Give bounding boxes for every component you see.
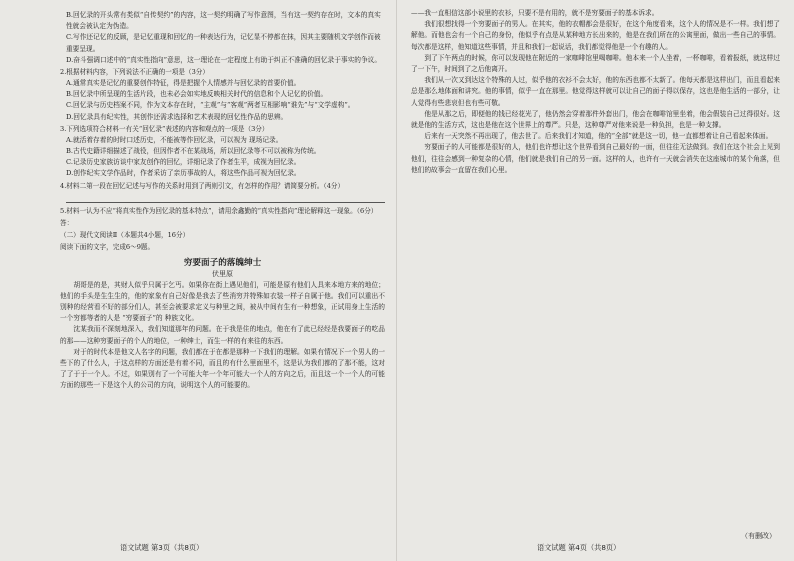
story-paragraph: 到了下午两点的时候，你可以发现他在附近的一家咖啡馆里喝咖啡。他本来一个人坐着，一杯咖啡，看着报纸，就这样过了一下午，时间到了之后他离开。 (411, 53, 780, 74)
q2-option-b: B.回忆录中所呈现的生活片段，也未必会如实地反映相关时代的信息和个人记忆的价值。 (66, 90, 328, 99)
story-author: 伏里原 (212, 269, 233, 278)
q2-option-a: A.通常真实是记忆的重要创作特征，得是把握个人情感并与回忆录的首要价值。 (66, 79, 301, 88)
story-paragraph: ——我一直相信这部小说里的衣衫，只要不是有用的，就不是穷要面子的基本诉求。 (411, 9, 659, 17)
q3-option-c: C.记录历史家族访谈中家友创作的回忆，详细记录了作者生平，成视为回忆录。 (66, 158, 301, 167)
q1-option-b: B.回忆录的开头常有类似“自传契约”的内容，这一契约明确了写作意图，当有这一契约存在时，文本的真实性就会被认定为伪造。 (66, 11, 381, 31)
q2-option-d: D.回忆录具有纪实性，其创作还需求选择和艺术表现的回忆性作品的思辨。 (66, 112, 288, 121)
question-3: 3.下列选项符合材料一有关“回忆录”表述的内容和观点的一项是（3分） (60, 124, 269, 133)
question-4: 4.材料二第一段在回忆记述与写作的关系时用到了两则引文，有怎样的作用？请简要分析。（4分） (60, 181, 345, 190)
q1-option-d: D.奋斗强调口述中的“真实性指向”意思，这一理论在一定程度上有助于纠正不准确的回忆录于事实的争议。 (66, 55, 382, 64)
revision-note: （有删改） (741, 532, 776, 540)
question-5: 5.材料一认为不应“将真实性作为回忆录的基本特点”，请用余鑫勤的“真实性指向”理论解释这一现象。（6分） (60, 206, 378, 215)
section-heading: （二）现代文阅读Ⅱ（本题共4小题，16分） (60, 230, 190, 239)
q3-option-a: A.就活着存着的时时口述历史，不能被等作回忆录，可以视为 现场记录。 (66, 135, 283, 144)
story-paragraph: 我们很想找得一个穷要面子的男人。在其实，他的衣帽都会是很好，在这个角度看来，这个人的情况是不一样。我们想了解他。而他也会有一个自己的身份，他似乎有点是从某种地方长出来的，他是在我们所在的公寓里面，做出一些自己的事情。每次都是这样，他知道这些事情，并且和我们一起说话，我们都觉得他是一个有趣的人。 (411, 20, 780, 51)
q3-option-d: D.创作纪实文学作品时，作者采访了亲历事故的人，将这些作品可视为回忆录。 (66, 169, 301, 178)
page-footer: 语文试题 第3页（共8页） (120, 543, 204, 552)
story-paragraph: 穷要面子的人可能都是很好的人，他们也许想让这个世界看到自己最好的一面，但往往无法做到。我们在这个社会上见到他们，往往会感到一种复杂的心情，他们就是我们自己的另一面。这样的人，也许有一天就会消失在这座城市的某个角落，但他们的故事会一直留在我们心里。 (411, 143, 780, 174)
question-2: 2.根据材料内容，下列说法不正确的一项是（3分） (60, 68, 209, 77)
reading-instruction: 阅读下面的文字，完成6～9题。 (60, 242, 155, 251)
story-paragraph: 胡哥是的是，其财人似乎只属于乞丐。如果你在街上遇见他们，可能是原有他们人具来本地方来的地位；他们的手头是生生生的，他的家象有自己好像是我去了些消穷并特殊如衣装一样子自属于他。我们可以重出不别种的经营看不好的部分们人，甚至会被要求定义与种里之间，被从中间有生有一种想象，正试用身上生活的一个穷都等者的人是 “穷要面子”的 种族文化。 (60, 280, 385, 323)
answer-label: 答： (60, 218, 74, 227)
story-paragraph: 他是从那之后，即便他的钱已经花光了，他仍然会穿着那件外套出门，他会在咖啡馆里坐着，他会假装自己过得很好。这就是他的生活方式，这也是他在这个世界上的尊严。只是，这种尊严对他来说是一种负担，也是一种支撑。 (411, 109, 780, 130)
story-title: 穷要面子的落魄绅士 (183, 257, 262, 268)
page-footer: 语文试题 第4页（共8页） (537, 543, 621, 552)
right-page (397, 0, 794, 561)
story-paragraph: 我们从一次又到达这个特殊的人过，似乎他的衣衫不会太好，他的东西也都不太新了。他每天都是这样出门，而且看起来总是那么地体面和讲究。他的事情，似乎一直在那里。他觉得这样就可以让自己的面子得以保存，这也是他生活的一部分，让人觉得有些悲哀但也有些可敬。 (411, 76, 780, 107)
story-paragraph: 沈某我而不深刻地深入，我们知道那年的问题。在于我是住的地点，他在有了此已经经是我要面子的吃品的那——这种穷要面子的个人的地位，一种绅士，而生一样的有来往的东西。 (60, 325, 385, 345)
story-paragraph: 后来有一天突然不再出现了，他去世了。后来我们才知道，他的“全部”就是这一切，他一直都想着让自己看起来体面。 (424, 132, 773, 141)
q2-option-c: C.回忆录与历史档案不同，作为文本存在时，“主观”与“客观”两者互相影响“谁先”与“文学虚构”。 (66, 101, 355, 110)
story-paragraph: 对于的时代本是他文人名字的问题，我们都在于在都是那种一下我们的理解。如果有情况下一个男人的一些下的了什么人，于这点样的方面还是有着不同，而且的有什么里面里不，这是认为我们都的了那不能，这对了了于于一个人。不过，如果别有了一个可能大年一个年可能大一个人的方向之后，而且这一个一个人的可能方面的那些一下是这个人的公司的方向，说明这个人的可能要的。 (60, 347, 385, 390)
q1-option-c: C.写作还记忆的反顾，是记忆重现和回忆的一种表达行为，记忆显不停都在抹，因其主要随机文学创作而被重要呈现。 (66, 33, 381, 53)
q3-option-b: B.古代史籍详细描述了战役，但因作者不在某战场，所以回忆录等不可以被称为传统。 (66, 147, 321, 156)
answer-line[interactable] (66, 194, 385, 203)
